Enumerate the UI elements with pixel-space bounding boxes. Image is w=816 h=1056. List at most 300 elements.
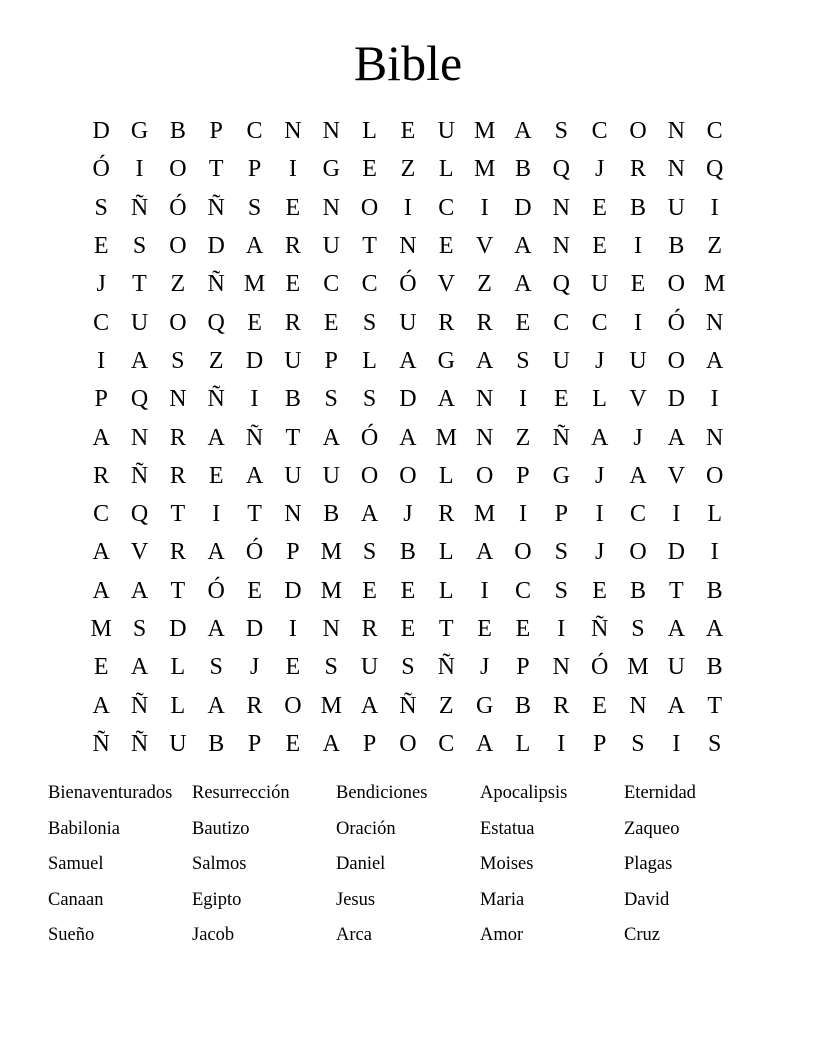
grid-cell: E	[515, 616, 531, 642]
grid-cell: Q	[552, 271, 570, 298]
grid-cell: J	[96, 271, 106, 298]
grid-cell: A	[130, 577, 149, 604]
grid-cell: A	[130, 654, 149, 681]
grid-cell: L	[438, 577, 454, 604]
grid-cell: E	[247, 309, 262, 336]
grid-cell: I	[135, 156, 144, 183]
grid-cell: D	[284, 577, 302, 604]
grid-cell: E	[285, 271, 301, 298]
grid-cell: N	[552, 233, 570, 260]
grid-cell: E	[553, 386, 569, 413]
grid-row	[82, 533, 734, 571]
grid-cell: A	[207, 692, 225, 719]
grid-row	[82, 495, 734, 533]
grid-cell: I	[633, 309, 642, 336]
grid-cell: R	[361, 616, 378, 642]
grid-cell: A	[360, 692, 379, 719]
word-item: Estatua	[480, 818, 535, 839]
grid-cell: P	[592, 730, 607, 757]
grid-row	[82, 380, 734, 418]
grid-cell: E	[592, 194, 607, 221]
grid-cell: O	[169, 156, 187, 183]
grid-cell: I	[672, 730, 681, 757]
grid-cell: U	[629, 347, 647, 374]
grid-row	[82, 189, 734, 227]
grid-cell: Z	[400, 156, 416, 183]
grid-cell: E	[323, 309, 339, 336]
grid-cell: S	[554, 118, 568, 145]
grid-cell: A	[92, 577, 110, 604]
grid-cell: B	[514, 156, 531, 183]
grid-cell: A	[667, 616, 685, 642]
grid-cell: Ñ	[399, 692, 417, 719]
grid-cell: E	[247, 577, 262, 604]
grid-cell: P	[286, 539, 300, 566]
grid-cell: N	[706, 424, 724, 451]
grid-cell: C	[246, 118, 263, 145]
grid-cell: O	[284, 692, 302, 719]
grid-cell: B	[323, 501, 340, 528]
grid-cell: U	[667, 194, 685, 221]
grid-cell: R	[246, 692, 263, 719]
grid-cell: U	[130, 309, 149, 336]
word-item: David	[624, 889, 670, 910]
grid-cell: B	[629, 194, 646, 221]
grid-cell: N	[284, 118, 302, 145]
grid-cell: M	[627, 654, 649, 681]
grid-cell: P	[94, 386, 108, 413]
word-item: Bendiciones	[336, 783, 428, 804]
grid-cell: M	[90, 616, 112, 642]
grid-cell: S	[554, 577, 568, 604]
grid-cell: Ñ	[130, 194, 149, 221]
word-item: Canaan	[48, 889, 104, 910]
word-item: Maria	[480, 889, 525, 910]
word-item: Arca	[336, 925, 372, 946]
grid-cell: D	[207, 233, 225, 260]
grid-cell: E	[285, 194, 301, 221]
grid-cell: S	[324, 386, 338, 413]
grid-cell: N	[706, 309, 724, 336]
grid-cell: S	[324, 654, 338, 681]
grid-cell: E	[93, 233, 109, 260]
grid-cell: N	[284, 501, 302, 528]
grid-cell: A	[475, 347, 494, 374]
grid-cell: A	[360, 501, 379, 528]
grid-cell: E	[515, 309, 531, 336]
grid-cell: R	[169, 539, 186, 566]
grid-cell: E	[400, 118, 416, 145]
grid-cell: B	[169, 118, 186, 145]
grid-cell: T	[438, 616, 454, 642]
grid-cell: M	[704, 271, 726, 298]
grid-cell: M	[473, 156, 496, 183]
grid-cell: P	[362, 730, 377, 757]
grid-cell: V	[130, 539, 149, 566]
grid-cell: E	[208, 462, 224, 489]
grid-cell: O	[360, 194, 379, 221]
grid-cell: S	[362, 309, 377, 336]
grid-cell: S	[362, 539, 377, 566]
grid-cell: A	[475, 730, 494, 757]
grid-cell: E	[592, 692, 607, 719]
grid-row	[82, 418, 734, 456]
word-row	[48, 812, 768, 848]
grid-cell: O	[667, 347, 685, 374]
grid-row	[82, 150, 734, 188]
grid-row	[82, 112, 734, 150]
grid-cell: R	[629, 156, 646, 183]
grid-cell: Z	[477, 271, 492, 298]
grid-cell: O	[399, 730, 417, 757]
grid-cell: T	[170, 577, 186, 604]
grid-cell: A	[207, 539, 225, 566]
grid-cell: O	[169, 233, 187, 260]
grid-cell: P	[516, 462, 530, 489]
grid-cell: S	[631, 616, 645, 642]
grid-cell: V	[437, 271, 455, 298]
grid-cell: S	[554, 539, 568, 566]
grid-cell: C	[438, 194, 455, 221]
grid-cell: E	[362, 577, 377, 604]
grid-cell: U	[322, 233, 340, 260]
grid-cell: U	[667, 654, 685, 681]
grid-cell: I	[288, 616, 297, 642]
grid-cell: D	[667, 386, 685, 413]
grid-cell: S	[631, 730, 645, 757]
grid-cell: C	[93, 309, 110, 336]
grid-cell: I	[97, 347, 106, 374]
grid-cell: A	[245, 462, 264, 489]
grid-cell: E	[362, 156, 377, 183]
grid-cell: S	[94, 194, 108, 221]
grid-cell: Q	[130, 386, 149, 413]
grid-cell: A	[399, 347, 417, 374]
grid-cell: C	[438, 730, 455, 757]
grid-cell: B	[514, 692, 531, 719]
grid-cell: C	[361, 271, 378, 298]
grid-cell: Ñ	[130, 692, 149, 719]
grid-cell: S	[362, 386, 377, 413]
grid-cell: T	[285, 424, 301, 451]
grid-cell: A	[130, 347, 149, 374]
grid-cell: U	[552, 347, 570, 374]
grid-cell: D	[92, 118, 110, 145]
grid-cell: Q	[130, 501, 149, 528]
grid-cell: B	[399, 539, 416, 566]
grid-cell: E	[438, 233, 454, 260]
grid-cell: U	[284, 347, 302, 374]
grid-cell: Ó	[360, 424, 379, 451]
grid-cell: A	[667, 692, 685, 719]
grid-cell: T	[170, 501, 186, 528]
word-item: Resurrección	[192, 783, 290, 804]
grid-cell: I	[403, 194, 412, 221]
grid-cell: S	[401, 654, 415, 681]
grid-cell: E	[285, 730, 301, 757]
grid-cell: Ó	[590, 654, 609, 681]
grid-cell: J	[594, 347, 605, 374]
grid-cell: A	[629, 462, 647, 489]
grid-cell: B	[284, 386, 301, 413]
grid-cell: I	[250, 386, 259, 413]
grid-cell: C	[629, 501, 646, 528]
grid-cell: Ñ	[552, 424, 570, 451]
grid-cell: Z	[170, 271, 186, 298]
grid-cell: A	[706, 616, 724, 642]
grid-cell: L	[438, 462, 454, 489]
grid-cell: L	[438, 156, 454, 183]
grid-cell: O	[169, 309, 187, 336]
word-item: Eternidad	[624, 783, 696, 804]
grid-cell: I	[710, 539, 719, 566]
grid-cell: U	[322, 462, 340, 489]
word-item: Zaqueo	[624, 818, 680, 839]
grid-cell: I	[710, 386, 719, 413]
grid-cell: J	[594, 539, 605, 566]
grid-cell: C	[514, 577, 531, 604]
grid-cell: P	[247, 156, 262, 183]
word-item: Daniel	[336, 854, 386, 875]
grid-cell: Q	[552, 156, 570, 183]
grid-cell: N	[322, 616, 340, 642]
word-item: Oración	[336, 818, 396, 839]
grid-cell: N	[475, 424, 494, 451]
grid-cell: T	[208, 156, 224, 183]
grid-cell: A	[207, 616, 225, 642]
word-item: Moises	[480, 854, 534, 875]
grid-row	[82, 648, 734, 686]
grid-cell: P	[209, 118, 223, 145]
grid-cell: R	[169, 424, 186, 451]
grid-cell: C	[93, 501, 110, 528]
grid-cell: R	[169, 462, 186, 489]
grid-cell: N	[667, 118, 685, 145]
grid-cell: V	[629, 386, 647, 413]
word-item: Bautizo	[192, 818, 250, 839]
grid-cell: P	[516, 654, 530, 681]
grid-cell: S	[209, 654, 223, 681]
grid-cell: E	[630, 271, 646, 298]
grid-cell: E	[400, 616, 416, 642]
grid-cell: G	[437, 347, 455, 374]
grid-cell: A	[475, 539, 494, 566]
grid-cell: N	[552, 194, 570, 221]
word-item: Bienaventurados	[48, 783, 173, 804]
grid-cell: Ó	[169, 194, 187, 221]
grid-cell: C	[591, 309, 608, 336]
grid-cell: Ñ	[590, 616, 609, 642]
grid-cell: I	[710, 194, 719, 221]
grid-cell: I	[557, 616, 566, 642]
word-item: Babilonia	[48, 818, 120, 839]
grid-cell: B	[706, 654, 723, 681]
grid-cell: R	[93, 462, 110, 489]
grid-cell: R	[476, 309, 493, 336]
grid-cell: P	[554, 501, 568, 528]
grid-cell: G	[475, 692, 494, 719]
word-item: Jesus	[336, 889, 376, 910]
grid-cell: C	[323, 271, 340, 298]
grid-cell: Ó	[245, 539, 264, 566]
grid-cell: Ñ	[207, 194, 225, 221]
word-item: Apocalipsis	[480, 783, 568, 804]
grid-cell: U	[284, 462, 302, 489]
grid-cell: C	[553, 309, 570, 336]
word-item: Cruz	[624, 925, 660, 946]
word-row	[48, 883, 768, 919]
grid-cell: Ó	[667, 309, 685, 336]
grid-cell: A	[245, 233, 264, 260]
grid-cell: A	[92, 539, 110, 566]
grid-cell: N	[130, 424, 149, 451]
grid-cell: D	[245, 347, 264, 374]
grid-cell: U	[169, 730, 187, 757]
grid-cell: A	[514, 233, 532, 260]
word-row	[48, 847, 768, 883]
word-item: Jacob	[192, 925, 235, 946]
grid-cell: M	[320, 692, 342, 719]
grid-cell: Ñ	[207, 271, 225, 298]
word-item: Amor	[480, 925, 524, 946]
grid-cell: Ñ	[207, 386, 225, 413]
grid-cell: U	[360, 654, 379, 681]
grid-cell: L	[707, 501, 722, 528]
grid-cell: Ñ	[437, 654, 455, 681]
grid-cell: A	[399, 424, 417, 451]
grid-cell: L	[515, 730, 531, 757]
grid-cell: A	[437, 386, 455, 413]
grid-cell: Q	[706, 156, 724, 183]
grid-row	[82, 342, 734, 380]
grid-cell: O	[399, 462, 417, 489]
grid-cell: A	[322, 730, 340, 757]
grid-cell: E	[285, 654, 301, 681]
grid-cell: N	[169, 386, 187, 413]
grid-cell: I	[518, 501, 527, 528]
grid-cell: Ñ	[130, 462, 149, 489]
grid-cell: T	[668, 577, 684, 604]
grid-cell: G	[552, 462, 570, 489]
grid-cell: M	[473, 501, 496, 528]
word-list	[48, 776, 768, 954]
grid-cell: V	[475, 233, 494, 260]
grid-cell: N	[475, 386, 494, 413]
grid-cell: I	[595, 501, 604, 528]
grid-cell: S	[516, 347, 530, 374]
grid-cell: J	[249, 654, 260, 681]
grid-cell: J	[594, 462, 605, 489]
grid-cell: R	[553, 692, 570, 719]
grid-cell: N	[629, 692, 647, 719]
grid-cell: S	[707, 730, 722, 757]
grid-cell: L	[170, 692, 186, 719]
grid-cell: A	[92, 692, 110, 719]
grid-row	[82, 265, 734, 303]
grid-cell: L	[438, 539, 454, 566]
grid-row	[82, 303, 734, 341]
grid-cell: I	[672, 501, 681, 528]
grid-cell: S	[132, 616, 147, 642]
grid-cell: L	[592, 386, 607, 413]
grid-cell: N	[322, 118, 340, 145]
grid-cell: R	[284, 309, 301, 336]
grid-cell: I	[557, 730, 566, 757]
grid-cell: I	[480, 577, 489, 604]
grid-row	[82, 457, 734, 495]
grid-cell: P	[324, 347, 338, 374]
grid-cell: I	[480, 194, 489, 221]
grid-cell: T	[247, 501, 262, 528]
grid-cell: B	[668, 233, 685, 260]
grid-cell: Q	[207, 309, 225, 336]
grid-cell: Z	[515, 424, 531, 451]
grid-cell: R	[438, 309, 455, 336]
grid-cell: O	[360, 462, 379, 489]
grid-cell: Ñ	[130, 730, 149, 757]
grid-cell: E	[477, 616, 492, 642]
grid-cell: J	[479, 654, 490, 681]
grid-cell: O	[629, 539, 647, 566]
grid-cell: B	[706, 577, 723, 604]
grid-cell: A	[667, 424, 685, 451]
grid-cell: U	[590, 271, 609, 298]
grid-cell: V	[667, 462, 685, 489]
grid-cell: N	[667, 156, 685, 183]
grid-cell: J	[403, 501, 413, 528]
grid-cell: M	[435, 424, 457, 451]
grid-cell: E	[400, 577, 416, 604]
grid-cell: O	[667, 271, 685, 298]
grid-cell: O	[475, 462, 494, 489]
grid-cell: L	[362, 118, 377, 145]
grid-cell: Ñ	[92, 730, 110, 757]
grid-cell: L	[362, 347, 377, 374]
grid-cell: M	[320, 539, 342, 566]
grid-cell: A	[322, 424, 340, 451]
grid-cell: E	[592, 577, 607, 604]
grid-cell: A	[706, 347, 724, 374]
grid-row	[82, 227, 734, 265]
grid-cell: O	[706, 462, 724, 489]
grid-cell: C	[706, 118, 723, 145]
grid-cell: M	[320, 577, 342, 604]
grid-cell: C	[591, 118, 608, 145]
grid-cell: D	[399, 386, 417, 413]
word-item: Egipto	[192, 889, 242, 910]
word-item: Sueño	[48, 925, 95, 946]
word-item: Salmos	[192, 854, 247, 875]
grid-cell: U	[399, 309, 417, 336]
grid-cell: T	[707, 692, 722, 719]
grid-cell: L	[170, 654, 186, 681]
grid-cell: P	[247, 730, 262, 757]
grid-cell: Z	[208, 347, 224, 374]
grid-cell: O	[514, 539, 532, 566]
grid-row	[82, 572, 734, 610]
grid-cell: A	[207, 424, 225, 451]
grid-cell: S	[132, 233, 147, 260]
page-title: Bible	[353, 35, 463, 91]
grid-cell: R	[284, 233, 301, 260]
grid-cell: A	[514, 118, 532, 145]
grid-cell: G	[322, 156, 340, 183]
grid-cell: D	[245, 616, 264, 642]
grid-cell: I	[633, 233, 642, 260]
grid-cell: B	[629, 577, 646, 604]
grid-cell: Ó	[207, 577, 225, 604]
grid-cell: N	[399, 233, 417, 260]
